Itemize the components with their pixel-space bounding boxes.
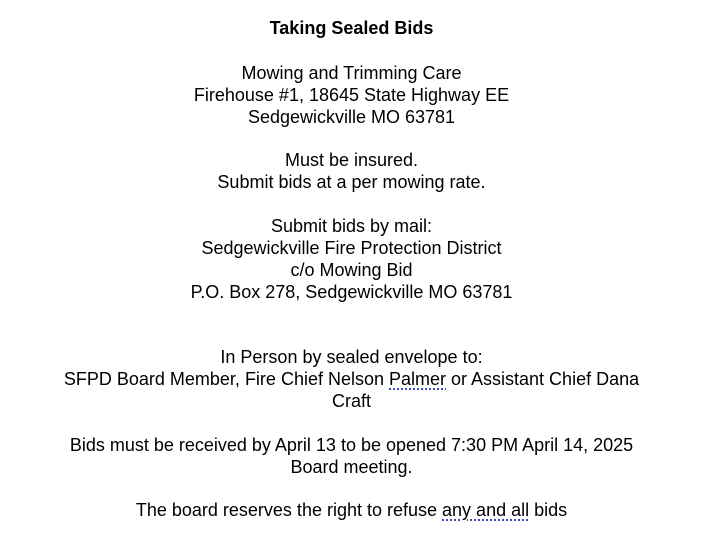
mail-attention: c/o Mowing Bid [290, 260, 413, 280]
mail-recipient: Sedgewickville Fire Protection District [201, 238, 502, 258]
job-address-line: Firehouse #1, 18645 State Highway EE [193, 85, 510, 105]
insurance-requirement: Must be insured. [284, 150, 419, 170]
in-person-recipients-end: or Assistant Chief Dana [446, 369, 640, 389]
closing-statement [0, 499, 703, 521]
deadline-meeting-line: Board meeting. [290, 457, 413, 477]
in-person-heading: In Person by sealed envelope to: [220, 347, 483, 367]
deadline-line: Bids must be received by April 13 to be opened 7:30 PM April 14, 2025 [69, 435, 634, 455]
in-person-recipients-continued: Craft [331, 391, 371, 411]
rate-requirement: Submit bids at a per mowing rate. [217, 172, 486, 192]
job-description-line: Mowing and Trimming Care [241, 63, 462, 83]
spellcheck-flagged-word: Palmer [389, 369, 447, 389]
job-city-line: Sedgewickville MO 63781 [247, 107, 456, 127]
closing-statement-start: The board reserves the right to refuse [135, 500, 443, 520]
grammar-flagged-phrase: any and all [442, 500, 530, 520]
mail-heading: Submit bids by mail: [270, 216, 433, 236]
closing-statement-end: bids [529, 500, 568, 520]
notice-title: Taking Sealed Bids [269, 18, 434, 38]
in-person-recipients-start: SFPD Board Member, Fire Chief Nelson [63, 369, 389, 389]
in-person-recipients [0, 368, 703, 390]
mail-address: P.O. Box 278, Sedgewickville MO 63781 [190, 282, 513, 302]
